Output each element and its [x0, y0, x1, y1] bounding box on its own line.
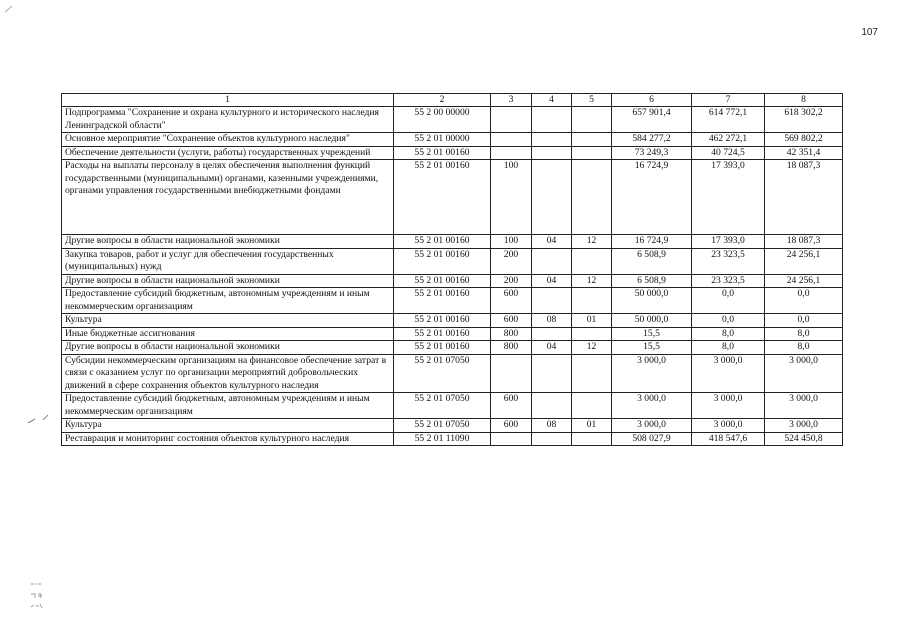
row-subsection-cell: 01 [572, 419, 612, 433]
row-amount-col6-cell: 50 000,0 [612, 314, 692, 328]
row-section-cell [532, 393, 572, 419]
row-section-cell: 08 [532, 314, 572, 328]
row-expense-type-cell: 200 [491, 248, 532, 274]
row-code-cell: 55 2 01 00160 [394, 288, 491, 314]
row-amount-col6-cell: 15,5 [612, 341, 692, 355]
table-row [62, 248, 843, 274]
row-amount-col8-cell: 8,0 [765, 327, 843, 341]
row-section-cell [532, 432, 572, 446]
row-name-cell: Закупка товаров, работ и услуг для обеспечения государственных (муниципальных) нужд [62, 248, 394, 274]
row-code-cell: 55 2 01 00160 [394, 235, 491, 249]
row-amount-col6-cell: 3 000,0 [612, 419, 692, 433]
row-section-cell [532, 354, 572, 393]
row-subsection-cell [572, 248, 612, 274]
row-amount-col8-cell: 524 450,8 [765, 432, 843, 446]
row-amount-col6-cell: 15,5 [612, 327, 692, 341]
row-expense-type-cell: 600 [491, 314, 532, 328]
row-amount-col7-cell: 418 547,6 [692, 432, 765, 446]
row-name-cell: Иные бюджетные ассигнования [62, 327, 394, 341]
row-name-cell: Предоставление субсидий бюджетным, автономным учреждениям и иным некоммерческим организациям [62, 288, 394, 314]
row-amount-col7-cell: 0,0 [692, 314, 765, 328]
row-amount-col7-cell: 3 000,0 [692, 419, 765, 433]
row-amount-col6-cell: 584 277,2 [612, 133, 692, 147]
row-amount-col7-cell: 23 323,5 [692, 248, 765, 274]
row-section-cell [532, 133, 572, 147]
table-row [62, 133, 843, 147]
column-header: 1 [62, 94, 394, 107]
row-amount-col6-cell: 16 724,9 [612, 235, 692, 249]
table-row [62, 235, 843, 249]
row-amount-col7-cell: 3 000,0 [692, 354, 765, 393]
row-amount-col6-cell: 6 508,9 [612, 248, 692, 274]
row-code-cell: 55 2 01 00160 [394, 248, 491, 274]
row-expense-type-cell: 800 [491, 341, 532, 355]
row-code-cell: 55 2 01 11090 [394, 432, 491, 446]
row-amount-col8-cell: 24 256,1 [765, 248, 843, 274]
row-section-cell [532, 107, 572, 133]
row-expense-type-cell [491, 107, 532, 133]
column-header: 6 [612, 94, 692, 107]
row-subsection-cell: 12 [572, 235, 612, 249]
row-amount-col8-cell: 0,0 [765, 288, 843, 314]
row-code-cell: 55 2 01 07050 [394, 419, 491, 433]
row-expense-type-cell: 100 [491, 235, 532, 249]
table-row [62, 107, 843, 133]
row-amount-col7-cell: 3 000,0 [692, 393, 765, 419]
row-code-cell: 55 2 01 00160 [394, 160, 491, 235]
row-subsection-cell [572, 432, 612, 446]
row-amount-col7-cell: 17 393,0 [692, 160, 765, 235]
row-amount-col7-cell: 0,0 [692, 288, 765, 314]
row-name-cell: Другие вопросы в области национальной экономики [62, 274, 394, 288]
row-name-cell: Расходы на выплаты персоналу в целях обеспечения выполнения функций государственными (муниципальными) органами, казенными учреждениями, органами управления государственными внебюджетными фондами [62, 160, 394, 235]
row-subsection-cell [572, 107, 612, 133]
row-expense-type-cell: 600 [491, 393, 532, 419]
row-name-cell: Субсидии некоммерческим организациям на финансовое обеспечение затрат в связи с оказанием услуг по организации мероприятий добровольческих движений в сфере сохранения объектов культурного наследия [62, 354, 394, 393]
row-subsection-cell: 12 [572, 341, 612, 355]
margin-pen-mark [26, 412, 52, 424]
row-section-cell: 04 [532, 235, 572, 249]
column-header: 5 [572, 94, 612, 107]
row-amount-col6-cell: 73 249,3 [612, 146, 692, 160]
row-name-cell: Культура [62, 314, 394, 328]
row-amount-col8-cell: 569 802,2 [765, 133, 843, 147]
row-amount-col8-cell: 42 351,4 [765, 146, 843, 160]
row-code-cell: 55 2 01 00160 [394, 327, 491, 341]
row-subsection-cell [572, 133, 612, 147]
row-amount-col8-cell: 3 000,0 [765, 393, 843, 419]
row-section-cell [532, 327, 572, 341]
row-section-cell [532, 288, 572, 314]
row-code-cell: 55 2 01 07050 [394, 354, 491, 393]
row-expense-type-cell: 600 [491, 288, 532, 314]
budget-table [61, 93, 843, 446]
row-amount-col6-cell: 3 000,0 [612, 393, 692, 419]
row-subsection-cell [572, 327, 612, 341]
row-amount-col6-cell: 16 724,9 [612, 160, 692, 235]
column-header: 8 [765, 94, 843, 107]
table-row [62, 432, 843, 446]
row-amount-col7-cell: 40 724,5 [692, 146, 765, 160]
table-row [62, 146, 843, 160]
row-expense-type-cell: 800 [491, 327, 532, 341]
column-header: 3 [491, 94, 532, 107]
row-name-cell: Предоставление субсидий бюджетным, автономным учреждениям и иным некоммерческим организациям [62, 393, 394, 419]
column-header: 2 [394, 94, 491, 107]
row-code-cell: 55 2 00 00000 [394, 107, 491, 133]
row-subsection-cell: 01 [572, 314, 612, 328]
row-amount-col8-cell: 24 256,1 [765, 274, 843, 288]
column-header: 4 [532, 94, 572, 107]
row-section-cell: 04 [532, 274, 572, 288]
row-expense-type-cell: 200 [491, 274, 532, 288]
row-amount-col7-cell: 462 272,1 [692, 133, 765, 147]
row-name-cell: Основное мероприятие "Сохранение объектов культурного наследия" [62, 133, 394, 147]
row-subsection-cell [572, 146, 612, 160]
row-code-cell: 55 2 01 00160 [394, 274, 491, 288]
scan-corner-mark [4, 0, 14, 8]
row-code-cell: 55 2 01 00160 [394, 314, 491, 328]
table-header-row [62, 94, 843, 107]
row-amount-col8-cell: 18 087,3 [765, 160, 843, 235]
table-row [62, 393, 843, 419]
row-name-cell: Подпрограмма "Сохранение и охрана культурного и исторического наследия Ленинградской области" [62, 107, 394, 133]
row-expense-type-cell: 100 [491, 160, 532, 235]
row-amount-col7-cell: 17 393,0 [692, 235, 765, 249]
row-expense-type-cell: 600 [491, 419, 532, 433]
margin-scan-marks [30, 580, 44, 617]
row-name-cell: Другие вопросы в области национальной экономики [62, 235, 394, 249]
row-amount-col8-cell: 3 000,0 [765, 354, 843, 393]
page-number: 107 [861, 27, 878, 38]
table-row [62, 314, 843, 328]
row-section-cell [532, 160, 572, 235]
row-subsection-cell: 12 [572, 274, 612, 288]
row-name-cell: Реставрация и мониторинг состояния объектов культурного наследия [62, 432, 394, 446]
row-amount-col8-cell: 8,0 [765, 341, 843, 355]
table-row [62, 327, 843, 341]
row-amount-col6-cell: 657 901,4 [612, 107, 692, 133]
row-code-cell: 55 2 01 00160 [394, 146, 491, 160]
row-section-cell [532, 146, 572, 160]
row-section-cell [532, 248, 572, 274]
row-amount-col6-cell: 50 000,0 [612, 288, 692, 314]
row-subsection-cell [572, 288, 612, 314]
row-amount-col7-cell: 23 323,5 [692, 274, 765, 288]
row-subsection-cell [572, 354, 612, 393]
row-amount-col6-cell: 508 027,9 [612, 432, 692, 446]
row-amount-col8-cell: 3 000,0 [765, 419, 843, 433]
row-expense-type-cell [491, 354, 532, 393]
row-amount-col7-cell: 614 772,1 [692, 107, 765, 133]
row-amount-col7-cell: 8,0 [692, 327, 765, 341]
row-subsection-cell [572, 393, 612, 419]
table-row [62, 274, 843, 288]
row-amount-col6-cell: 6 508,9 [612, 274, 692, 288]
table-row [62, 419, 843, 433]
row-name-cell: Культура [62, 419, 394, 433]
row-section-cell: 08 [532, 419, 572, 433]
row-expense-type-cell [491, 432, 532, 446]
row-code-cell: 55 2 01 07050 [394, 393, 491, 419]
row-subsection-cell [572, 160, 612, 235]
row-code-cell: 55 2 01 00000 [394, 133, 491, 147]
row-name-cell: Другие вопросы в области национальной экономики [62, 341, 394, 355]
table-row [62, 341, 843, 355]
row-expense-type-cell [491, 133, 532, 147]
row-code-cell: 55 2 01 00160 [394, 341, 491, 355]
row-amount-col7-cell: 8,0 [692, 341, 765, 355]
row-amount-col8-cell: 618 302,2 [765, 107, 843, 133]
column-header: 7 [692, 94, 765, 107]
row-expense-type-cell [491, 146, 532, 160]
row-name-cell: Обеспечение деятельности (услуги, работы) государственных учреждений [62, 146, 394, 160]
row-amount-col6-cell: 3 000,0 [612, 354, 692, 393]
row-section-cell: 04 [532, 341, 572, 355]
row-amount-col8-cell: 18 087,3 [765, 235, 843, 249]
table-row [62, 354, 843, 393]
row-amount-col8-cell: 0,0 [765, 314, 843, 328]
table-row [62, 288, 843, 314]
table-row [62, 160, 843, 235]
